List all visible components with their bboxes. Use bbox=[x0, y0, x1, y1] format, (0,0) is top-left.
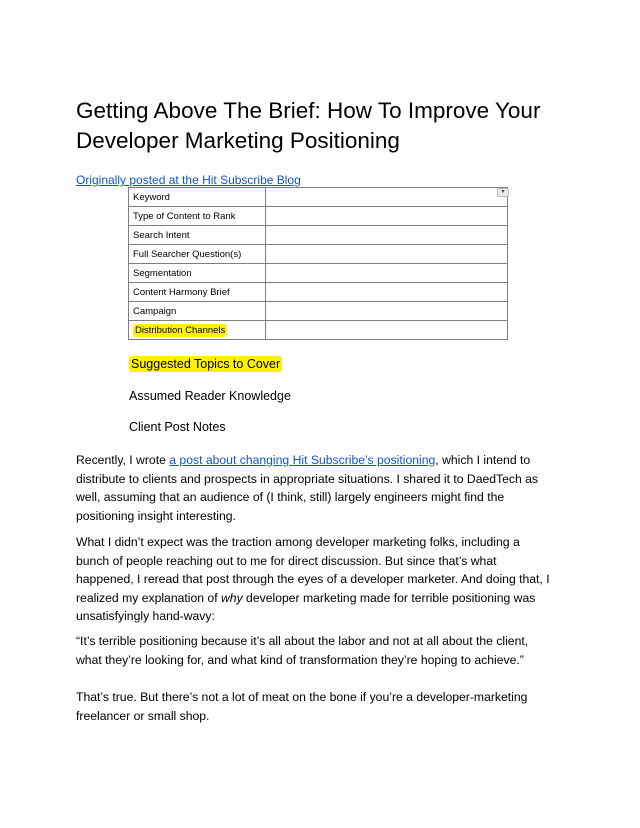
table-row bbox=[129, 188, 508, 207]
table-row bbox=[129, 226, 508, 245]
row-label-text: Campaign bbox=[133, 305, 177, 317]
positioning-post-link[interactable]: a post about changing Hit Subscribe’s positioning bbox=[169, 453, 436, 467]
client-post-notes-heading: Client Post Notes bbox=[129, 420, 226, 434]
row-label-text: Keyword bbox=[133, 191, 170, 203]
table-row-label bbox=[129, 245, 266, 264]
suggested-topics-heading bbox=[129, 357, 282, 371]
table-row-value bbox=[266, 207, 508, 226]
table-row bbox=[129, 245, 508, 264]
table-row-label bbox=[129, 321, 266, 340]
quote-paragraph: “It’s terrible positioning because it’s all about the labor and not at all about the client, what they’re looking for, and what kind of transformation they’re hoping to achieve.” bbox=[76, 634, 529, 667]
row-label-text: Distribution Channels bbox=[135, 324, 226, 336]
table-row-value bbox=[266, 188, 508, 207]
table-row-label bbox=[129, 264, 266, 283]
table-row-value bbox=[266, 283, 508, 302]
table-row-value bbox=[266, 245, 508, 264]
table-row bbox=[129, 264, 508, 283]
table-row-label bbox=[129, 207, 266, 226]
paragraph-1 bbox=[76, 451, 551, 525]
table-row-value bbox=[266, 302, 508, 321]
table-row-value bbox=[266, 264, 508, 283]
p2-text-before: What I didn’t expect was the traction among developer marketing folks, including a bunch of people reaching out to me for direct discussion. But since that’s what happened, I reread that post through the eyes of a developer marketer. And doing that, I realized my explanation of bbox=[76, 535, 550, 605]
row-label-text: Content Harmony Brief bbox=[133, 286, 230, 298]
table-row bbox=[129, 302, 508, 321]
table-row bbox=[129, 283, 508, 302]
row-label-text: Search Intent bbox=[133, 229, 190, 241]
p2-text-after: developer marketing made for terrible positioning was unsatisfyingly hand-wavy: bbox=[76, 590, 536, 623]
dropdown-arrow-icon[interactable]: ▾ bbox=[497, 188, 509, 197]
row-label-text: Full Searcher Question(s) bbox=[133, 248, 242, 260]
paragraph-2 bbox=[76, 533, 551, 626]
p1-text-after: , which I intend to distribute to clients and prospects in appropriate situations. I shared it to DaedTech as well, assuming that an audience of (I think, still) largely engineers might find the positioning insight interesting. bbox=[76, 453, 539, 523]
p2-emphasis: why bbox=[220, 590, 243, 605]
suggested-topics-label: Suggested Topics to Cover bbox=[131, 357, 281, 371]
assumed-reader-knowledge-heading: Assumed Reader Knowledge bbox=[129, 389, 291, 403]
table-row-label bbox=[129, 226, 266, 245]
row-label-text: Segmentation bbox=[133, 267, 192, 279]
table-row-value bbox=[266, 226, 508, 245]
table-row-value bbox=[266, 321, 508, 340]
table-row bbox=[129, 207, 508, 226]
page-title: Getting Above The Brief: How To Improve Your Developer Marketing Positioning bbox=[76, 98, 541, 153]
table-row-label bbox=[129, 283, 266, 302]
p1-text-before: Recently, I wrote bbox=[76, 453, 170, 467]
table-row-label bbox=[129, 188, 266, 207]
originally-posted-link[interactable]: Originally posted at the Hit Subscribe Blog bbox=[76, 173, 301, 187]
table-row-label bbox=[129, 302, 266, 321]
paragraph-4: That’s true. But there’s not a lot of meat on the bone if you’re a developer-marketing freelancer or small shop. bbox=[76, 690, 528, 723]
content-brief-table bbox=[128, 187, 508, 340]
table-row bbox=[129, 321, 508, 340]
row-label-text: Type of Content to Rank bbox=[133, 210, 236, 222]
